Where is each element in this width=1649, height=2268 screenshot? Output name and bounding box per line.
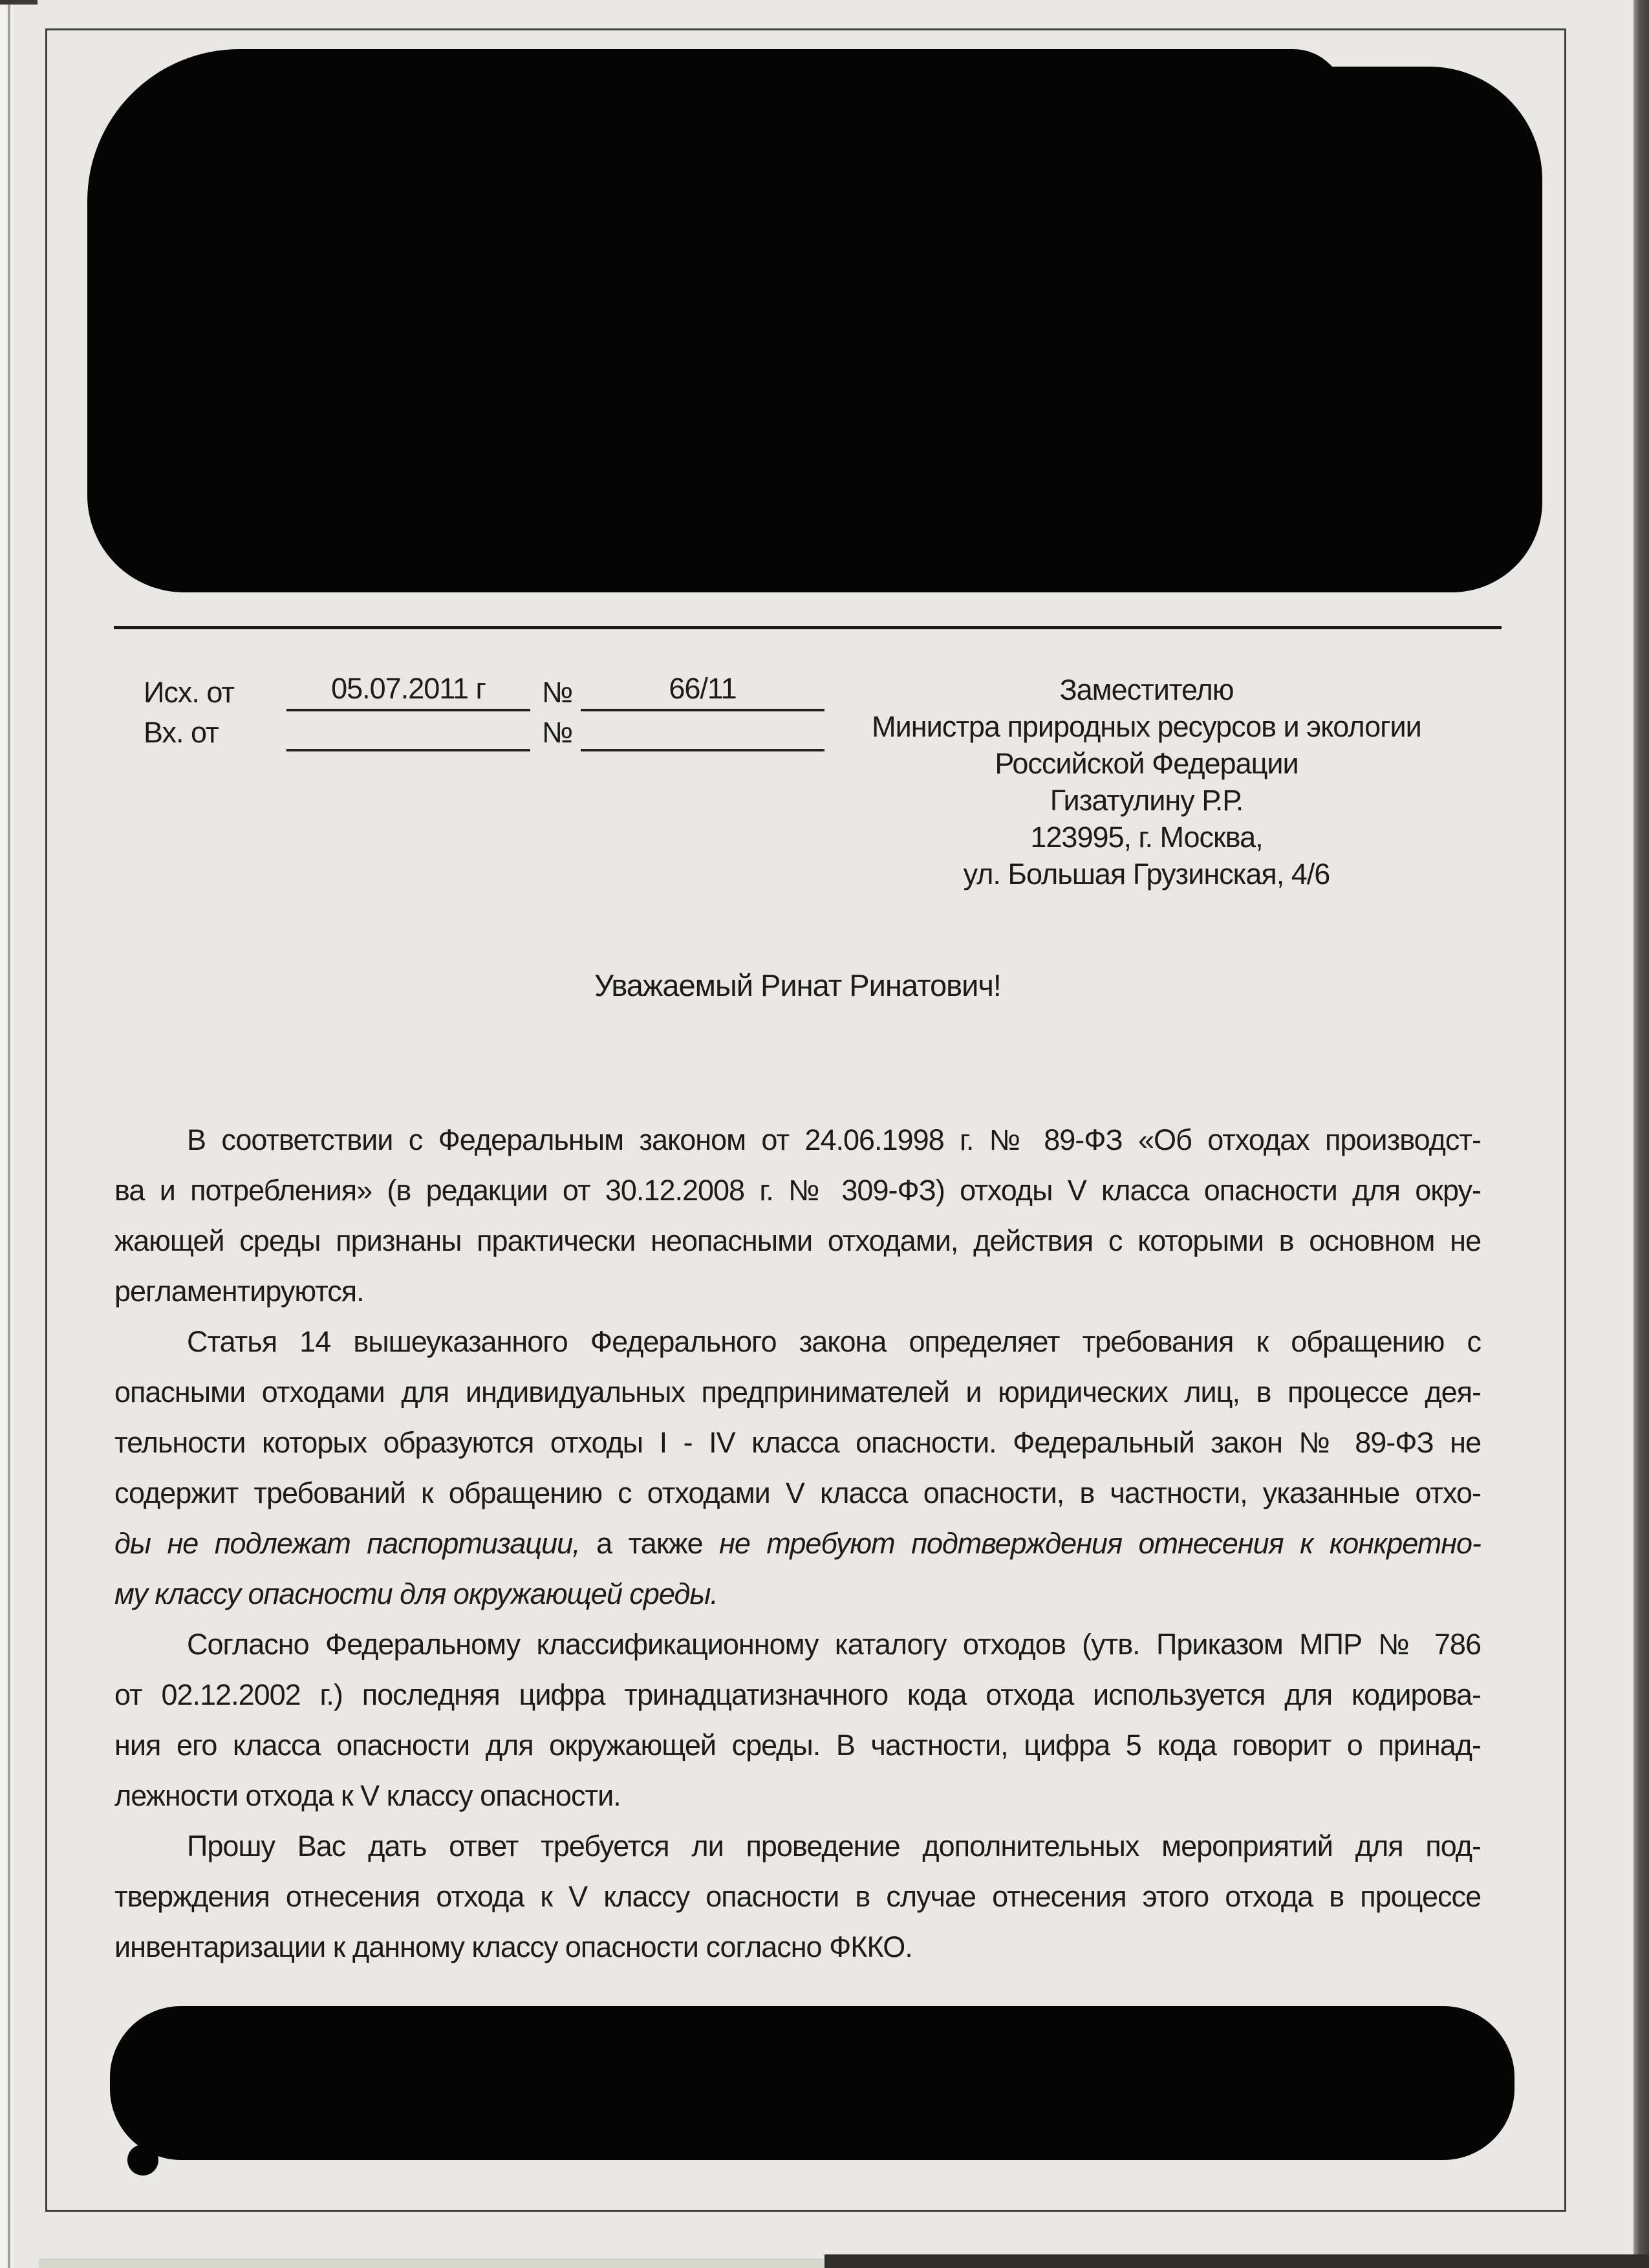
top-left-scan-mark (0, 0, 38, 5)
body-segment-italic: му классу опасности для окружающей среды. (114, 1577, 718, 1610)
body-segment: В соответствии с Федеральным законом от 24.06.1998 г. № 89-ФЗ «Об отходах производст- (187, 1123, 1481, 1156)
incoming-date-field (286, 711, 530, 751)
salutation: Уважаемый Ринат Ринатович! (594, 968, 1001, 1002)
body-segment: ния его класса опасности для окружающей среды. В частности, цифра 5 кода говорит о принад- (114, 1729, 1481, 1762)
outgoing-number-value: 66/11 (669, 672, 737, 705)
body-segment: Согласно Федеральному классификационному каталогу отходов (утв. Приказом МПР № 786 (187, 1628, 1481, 1661)
addressee-line: ул. Большая Грузинская, 4/6 (963, 858, 1330, 891)
redaction-shape (1287, 67, 1542, 592)
outgoing-date-field (286, 671, 530, 711)
body-line (114, 1720, 1481, 1771)
paragraph (114, 1821, 1481, 1972)
body-segment: от 02.12.2002 г.) последняя цифра тринадцатизначного кода отхода используется для кодирова- (114, 1678, 1481, 1711)
body-segment-italic: ды не подлежат паспортизации, (114, 1527, 580, 1560)
body-segment-italic: не требуют подтверждения отнесения к конкретно- (719, 1527, 1481, 1560)
paragraph (114, 1115, 1481, 1317)
addressee-line: Гизатулину Р.Р. (1050, 784, 1244, 817)
body-segment: тельности которых образуются отходы I - IV класса опасности. Федеральный закон № 89-ФЗ не (114, 1426, 1481, 1459)
body-segment: тверждения отнесения отхода к V классу опасности в случае отнесения этого отхода в процессе (114, 1880, 1481, 1913)
body-segment: инвентаризации к данному классу опасности согласно ФККО. (114, 1930, 912, 1963)
right-edge-shadow (1633, 0, 1649, 2268)
addressee-line: Российской Федерации (995, 747, 1299, 780)
body-segment: жающей среды признаны практически неопасными отходами, действия с которыми в основном не (114, 1224, 1481, 1257)
addressee-line: Министра природных ресурсов и экологии (872, 710, 1421, 743)
header-divider-line (114, 626, 1502, 629)
body-segment: Прошу Вас дать ответ требуется ли проведение дополнительных мероприятий для под- (187, 1830, 1481, 1863)
body-line (114, 1418, 1481, 1468)
body-line (114, 1569, 1481, 1619)
bottom-edge-shadow-dark (824, 2254, 1649, 2268)
paragraph (114, 1619, 1481, 1821)
addressee-line: 123995, г. Москва, (1030, 821, 1263, 854)
body-line (114, 1771, 1481, 1821)
body-line (114, 1518, 1481, 1569)
outgoing-number-field (581, 671, 824, 711)
incoming-label: Вх. от (144, 716, 219, 749)
body-line (114, 1821, 1481, 1872)
body-line (114, 1872, 1481, 1922)
body-line (114, 1266, 1481, 1317)
addressee-block (830, 671, 1463, 892)
incoming-number-field (581, 711, 824, 751)
body-segment: Статья 14 вышеуказанного Федерального закона определяет требования к обращению с (187, 1325, 1481, 1358)
outgoing-label: Исх. от (144, 676, 234, 709)
outgoing-date-value: 05.07.2011 г (331, 672, 486, 705)
body-segment: опасными отходами для индивидуальных предпринимателей и юридических лиц, в процессе дея- (114, 1376, 1481, 1409)
body-line (114, 1367, 1481, 1418)
body-segment: лежности отхода к V классу опасности. (114, 1779, 621, 1812)
body-line (114, 1216, 1481, 1266)
body-line (114, 1922, 1481, 1972)
outgoing-number-sign: № (542, 676, 573, 709)
body-line (114, 1468, 1481, 1518)
incoming-reference-row (144, 711, 824, 751)
addressee-line: Заместителю (1059, 673, 1234, 706)
body-line (114, 1115, 1481, 1165)
body-line (114, 1165, 1481, 1216)
body-segment: а также (579, 1527, 720, 1560)
bottom-edge-shadow-light (39, 2258, 824, 2268)
redaction-tail-mark (127, 2144, 158, 2176)
paragraph (114, 1317, 1481, 1619)
redacted-signature-block (110, 2006, 1514, 2160)
body-line (114, 1317, 1481, 1367)
redaction-shape (87, 49, 1345, 592)
body-segment: регламентируются. (114, 1275, 364, 1308)
left-edge-line (8, 0, 10, 2268)
left-edge-strip (0, 0, 13, 2268)
body-segment: содержит требований к обращению с отходами V класса опасности, в частности, указанные отхо- (114, 1476, 1481, 1509)
body-line (114, 1670, 1481, 1720)
outgoing-reference-row (144, 671, 824, 711)
body-segment: ва и потребления» (в редакции от 30.12.2008 г. № 309-ФЗ) отходы V класса опасности для окру- (114, 1174, 1481, 1207)
incoming-number-sign: № (542, 716, 573, 749)
body-text (114, 1115, 1481, 1972)
body-line (114, 1619, 1481, 1670)
